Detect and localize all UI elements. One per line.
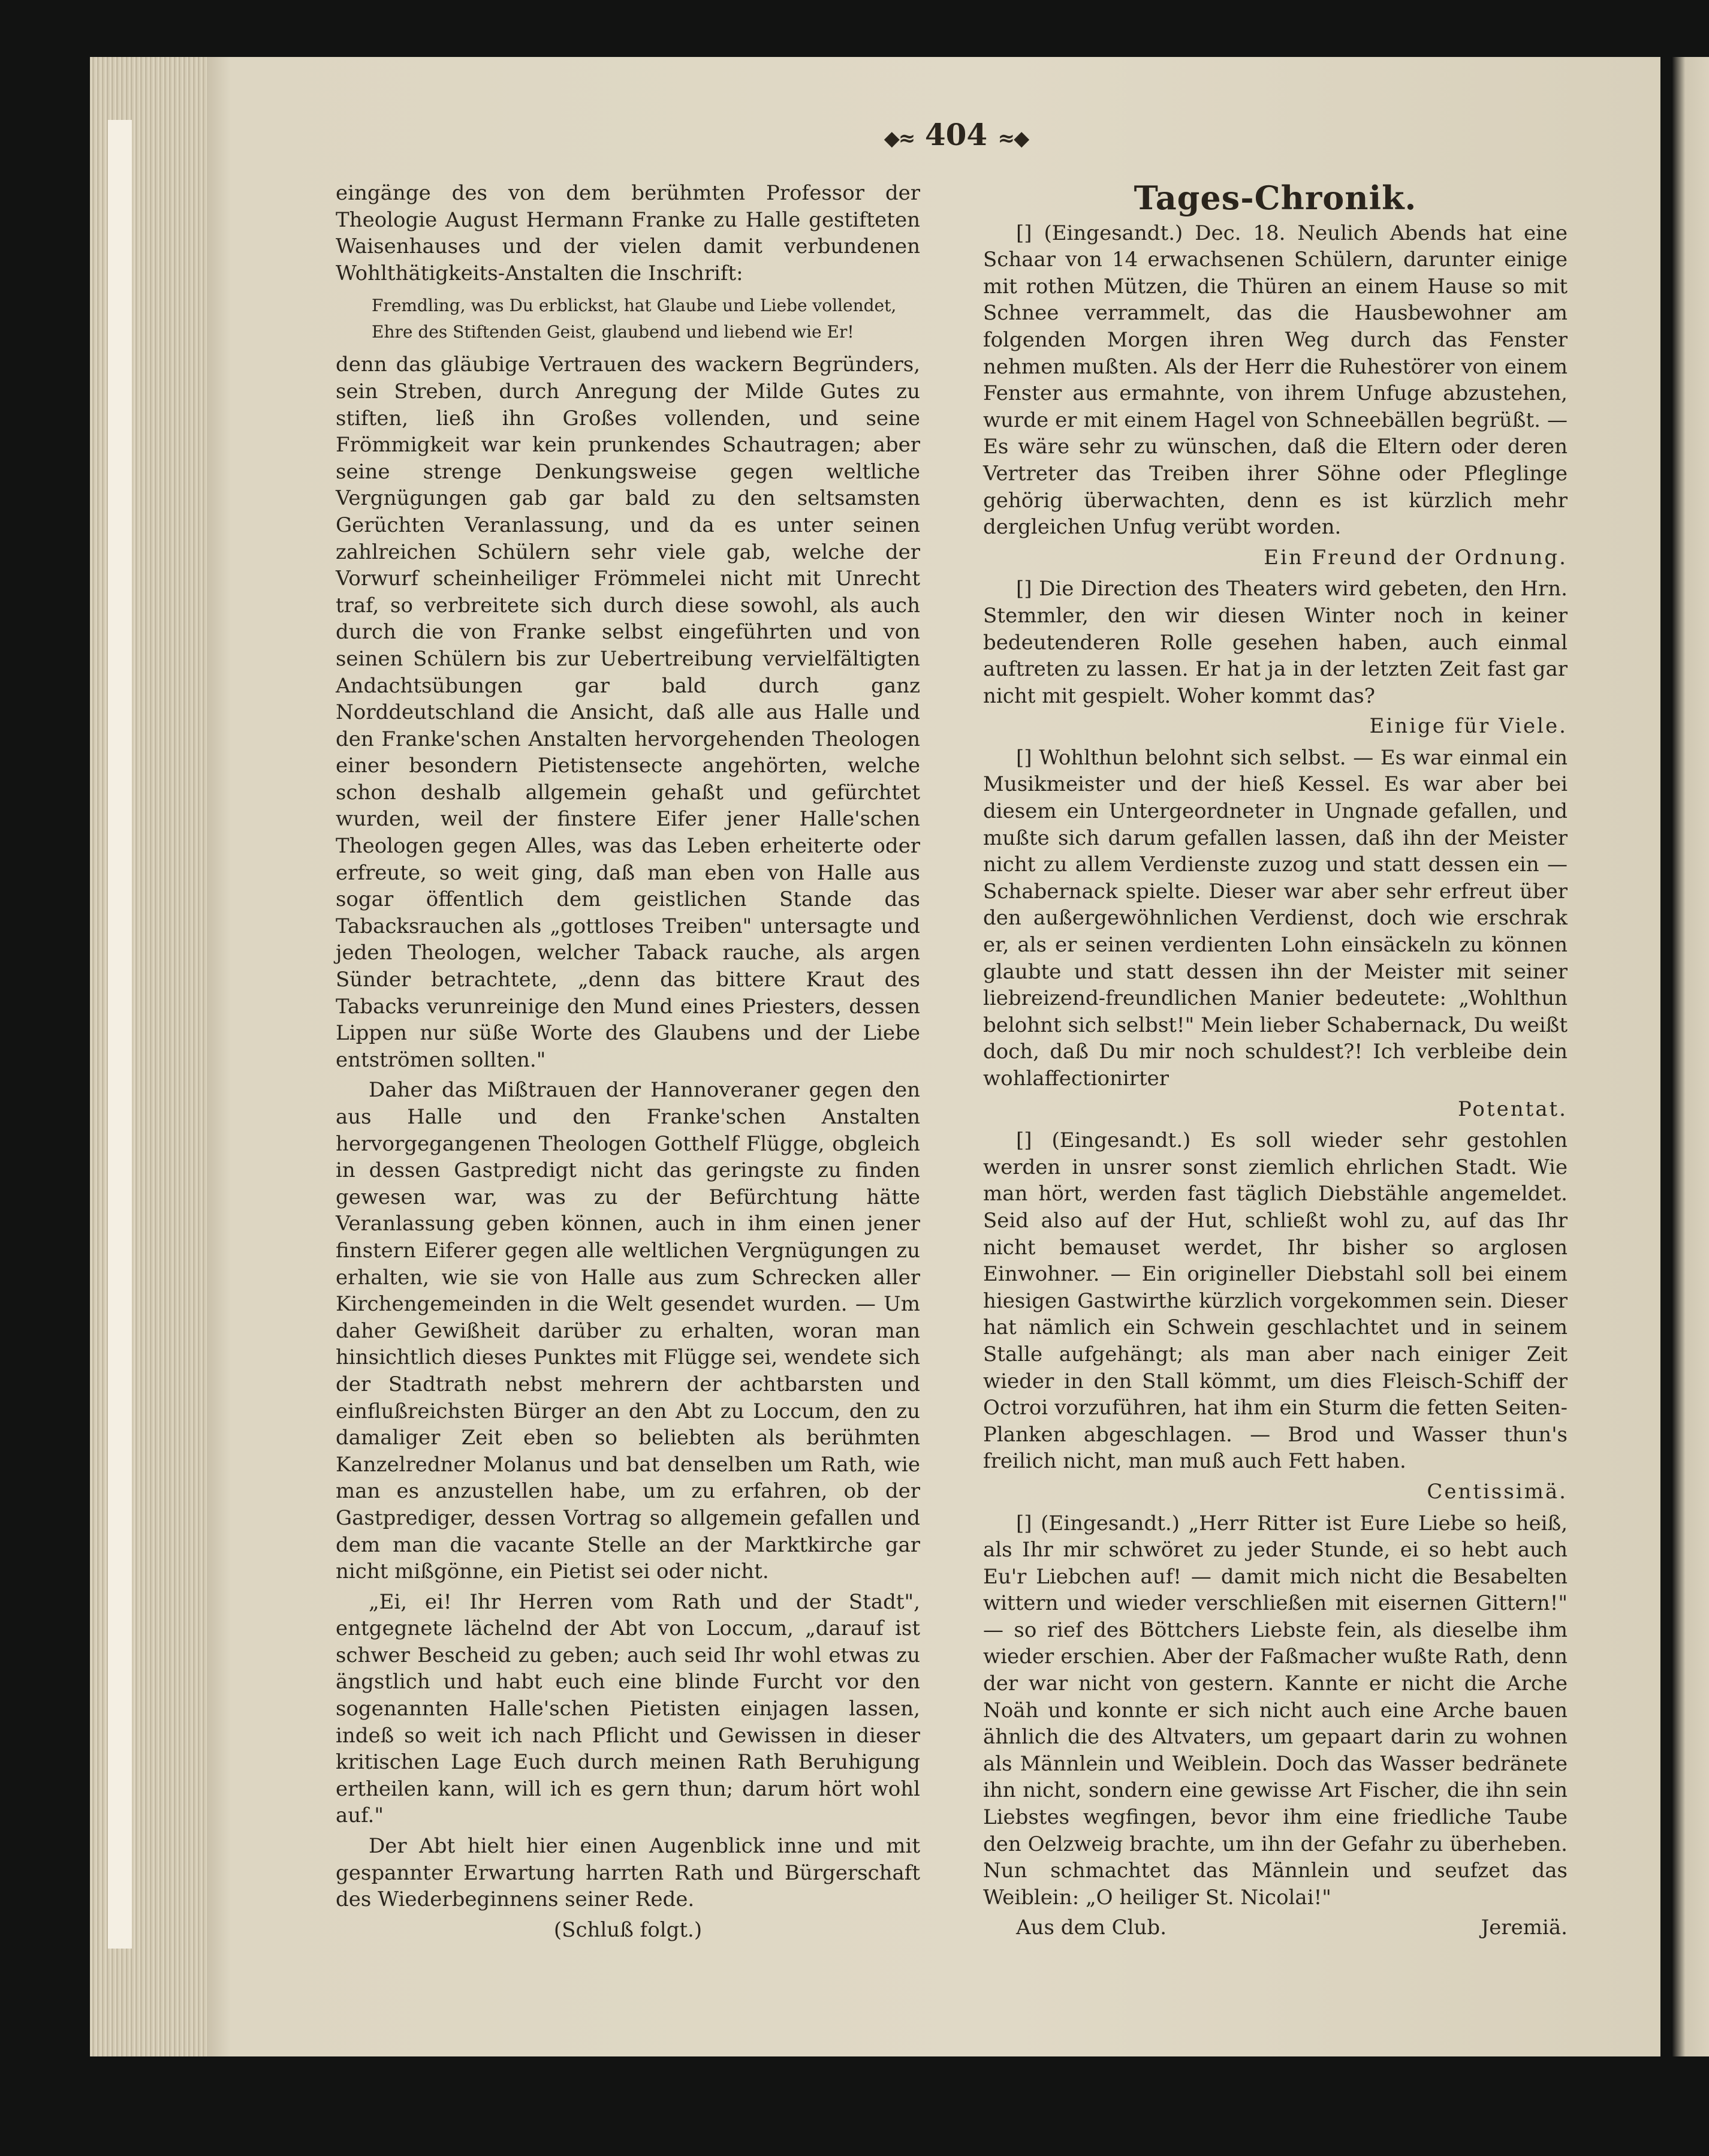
left-paragraph-2: denn das gläubige Vertrauen des wackern Begründers, sein Streben, durch Anregung der Milde Gutes zu stiften, ließ ihn Großes vollenden, und seine Frömmigkeit war kein prunkendes Schautragen; aber seine strenge Denkungsweise gegen weltliche Vergnügungen gab gar bald zu den seltsamsten Gerüchten Veranlassung, und da es unter seinen zahlreichen Schülern sehr viele gab, welche der Vorwurf scheinheiliger Frömmelei nicht mit Unrecht traf, so verbreitete sich durch diese sowohl, als auch durch die von Franke selbst eingeführten und von seinen Schülern bis zur Uebertreibung vervielfältigten Andachtsübungen gar bald durch ganz Norddeutschland die Ansicht, daß alle aus Halle und den Franke'schen Anstalten hervorgehenden Theologen einer besondern Pietistensecte angehörten, welche schon deshalb allgemein gehaßt und gefürchtet wurden, weil der finstere Eifer jener Halle'schen Theologen gegen Alles, was das Leben erheiterte oder erfreute, so weit ging, daß man eben von Halle aus sogar öffentlich dem geistlichen Stande das Tabacksrauchen als „gottloses Treiben" untersagte und jeden Theologen, welcher Taback rauche, als argen Sünder betrachtete, „denn das bittere Kraut des Tabacks verunreinige den Mund eines Priesters, dessen Lippen nur süße Worte des Glaubens und der Liebe entströmen sollten." bbox=[336, 353, 920, 1072]
verse-line-1: Fremdling, was Du erblickst, hat Glaube und Liebe vollendet, bbox=[372, 296, 897, 316]
left-paragraph-1: eingänge des von dem berühmten Professor der Theologie August Hermann Franke zu Halle gestifteten Waisenhauses und der vielen damit verbundenen Wohlthätigkeits-Anstalten die Inschrift: bbox=[336, 181, 920, 285]
chronicle-heading: Tages-Chronik. bbox=[1134, 179, 1417, 217]
facing-page-edge bbox=[1672, 57, 1709, 2056]
chronicle-item-1: [] (Eingesandt.) Dec. 18. Neulich Abends hat eine Schaar von 14 erwachsenen Schülern, darunter einige mit rothen Mützen, die Thüren an einem Hause so mit Schnee verrammelt, das die Hausbewohner am folgenden Morgen ihren Weg durch das Fenster nehmen mußten. Als der Herr die Ruhestörer von einem Fenster aus ermahnte, von ihrem Unfuge abzustehen, wurde er mit einem Hagel von Schneebällen begrüßt. — Es wäre sehr zu wünschen, daß die Eltern oder deren Vertreter das Treiben ihrer Söhne oder Pfleglinge gehörig überwachten, denn es ist kürzlich mehr dergleichen Unfug verübt worden. bbox=[983, 221, 1568, 540]
closing-line bbox=[983, 1914, 1568, 1941]
right-column bbox=[983, 180, 1568, 1941]
footer-right: Jeremiä. bbox=[1481, 1916, 1568, 1940]
page-number: 404 bbox=[924, 117, 988, 152]
signature-1: Ein Freund der Ordnung. bbox=[1264, 545, 1568, 570]
verse-line-2: Ehre des Stiftenden Geist, glaubend und liebend wie Er! bbox=[372, 322, 854, 342]
chronicle-item-5: [] (Eingesandt.) „Herr Ritter ist Eure Liebe so heiß, als Ihr mir schwöret zu jeder Stunde, ei so hebt auch Eu'r Liebchen auf! — damit mich nicht die Besabelten wittern und wieder verschließen mit eisernen Gittern!" — so rief des Böttchers Liebste fein, als dieselbe ihm wieder erschien. Aber der Faßmacher wußte Rath, denn der war nicht von gestern. Kannte er nicht die Arche Noäh und konnte er sich nicht auch eine Arche bauen ähnlich die des Altvaters, um gepaart darin zu wohnen als Männlein und Weiblein. Doch das Wasser bedränete ihn nicht, sondern eine gewisse Art Fischer, die ihn sein Liebstes wegfingen, bevor ihm eine friedliche Taube den Oelzweig brachte, um ihn der Gefahr zu überheben. Nun schmachtet das Männlein und seufzet das Weiblein: „O heiliger St. Nicolai!" bbox=[983, 1511, 1568, 1910]
footer-left: Aus dem Club. bbox=[1016, 1916, 1167, 1940]
signature-2: Einige für Viele. bbox=[1369, 714, 1568, 739]
page-stack-highlight bbox=[108, 120, 132, 1949]
left-column bbox=[336, 180, 920, 1943]
right-ornament-icon: ≈◆ bbox=[997, 127, 1029, 150]
to-be-continued: (Schluß folgt.) bbox=[553, 1917, 703, 1942]
page-header bbox=[854, 117, 1058, 152]
left-ornament-icon: ◆≈ bbox=[884, 127, 915, 150]
chronicle-item-2: [] Die Direction des Theaters wird gebeten, den Hrn. Stemmler, den wir diesen Winter noch in keiner bedeutenderen Rolle gesehen haben, auch einmal auftreten zu lassen. Er hat ja in der letzten Zeit fast gar nicht mit gespielt. Woher kommt das? bbox=[983, 577, 1568, 708]
left-paragraph-5: Der Abt hielt hier einen Augenblick inne und mit gespannter Erwartung harrten Rath und Bürgerschaft des Wiederbeginnens seiner Rede. bbox=[336, 1834, 920, 1912]
chronicle-item-4: [] (Eingesandt.) Es soll wieder sehr gestohlen werden in unsrer sonst ziemlich ehrlichen Stadt. Wie man hört, werden fast täglich Diebstähle angemeldet. Seid also auf der Hut, schließt wohl zu, auf das Ihr nicht bemauset werdet, Ihr bisher so arglosen Einwohner. — Ein origineller Diebstahl soll bei einem hiesigen Gastwirthe kürzlich vorgekommen sein. Dieser hat nämlich ein Schwein geschlachtet und in seinem Stalle aufgehängt; als man aber nach einiger Zeit wieder in den Stall kömmt, um dies Fleisch-Schiff der Octroi vorzuführen, hat ihm ein Sturm die fetten Seiten-Planken abgeschlagen. — Brod und Wasser thun's freilich nicht, man muß auch Fett haben. bbox=[983, 1128, 1568, 1474]
signature-4: Centissimä. bbox=[1427, 1479, 1568, 1504]
left-paragraph-4: „Ei, ei! Ihr Herren vom Rath und der Stadt", entgegnete lächelnd der Abt von Loccum, „darauf ist schwer Bescheid zu geben; auch seid Ihr wohl etwas zu ängstlich und habt euch eine blinde Furcht vor den sogenannten Halle'schen Pietisten einjagen lassen, indeß so weit ich nach Pflicht und Gewissen in dieser kritischen Lage Euch durch meinen Rath Beruhigung ertheilen kann, will ich es gern thun; darum hört wohl auf." bbox=[336, 1589, 920, 1828]
chronicle-item-3: [] Wohlthun belohnt sich selbst. — Es war einmal ein Musikmeister und der hieß Kessel. Es war aber bei diesem ein Untergeordneter in Ungnade gefallen, und mußte sich darum gefallen lassen, daß ihn der Meister nicht zu allem Verdienste zuzog und statt dessen ein — Schabernack spielte. Dieser war aber sehr erfreut über den außergewöhnlichen Verdienst, doch wie erschrak er, als er seinen verdienten Lohn einsäckeln zu können glaubte und statt dessen ihn der Meister mit seiner liebreizend-freundlichen Manier bedeutete: „Wohlthun belohnt sich selbst!" Mein lieber Schabernack, Du weißt doch, daß Du mir noch schuldest?! Ich verbleibe dein wohlaffectionirter bbox=[983, 745, 1568, 1091]
signature-3: Potentat. bbox=[1457, 1097, 1568, 1121]
inscription-verse bbox=[372, 293, 920, 345]
left-paragraph-3: Daher das Mißtrauen der Hannoveraner gegen den aus Halle und den Franke'schen Anstalten hervorgegangenen Theologen Gotthelf Flügge, obgleich in dessen Gastpredigt nicht das geringste zu finden gewesen war, was zu der Befürchtung hätte Veranlassung geben können, auch in ihm einen jener finstern Eiferer gegen alle weltlichen Vergnügungen zu erhalten, wie sie von Halle aus zum Schrecken aller Kirchengemeinden in die Welt gesendet wurden. — Um daher Gewißheit darüber zu erhalten, woran man hinsichtlich dieses Punktes mit Flügge sei, wendete sich der Stadtrath nebst mehrern der achtbarsten und einflußreichsten Bürger an den Abt zu Loccum, den zu damaliger Zeit eben so beliebten als berühmten Kanzelredner Molanus und bat denselben um Rath, wie man es anzustellen habe, um zu erfahren, ob der Gastprediger, dessen Vortrag so allgemein gefallen und dem man die vacante Stelle an der Marktkirche gar nicht mißgönne, ein Pietist sei oder nicht. bbox=[336, 1078, 920, 1584]
